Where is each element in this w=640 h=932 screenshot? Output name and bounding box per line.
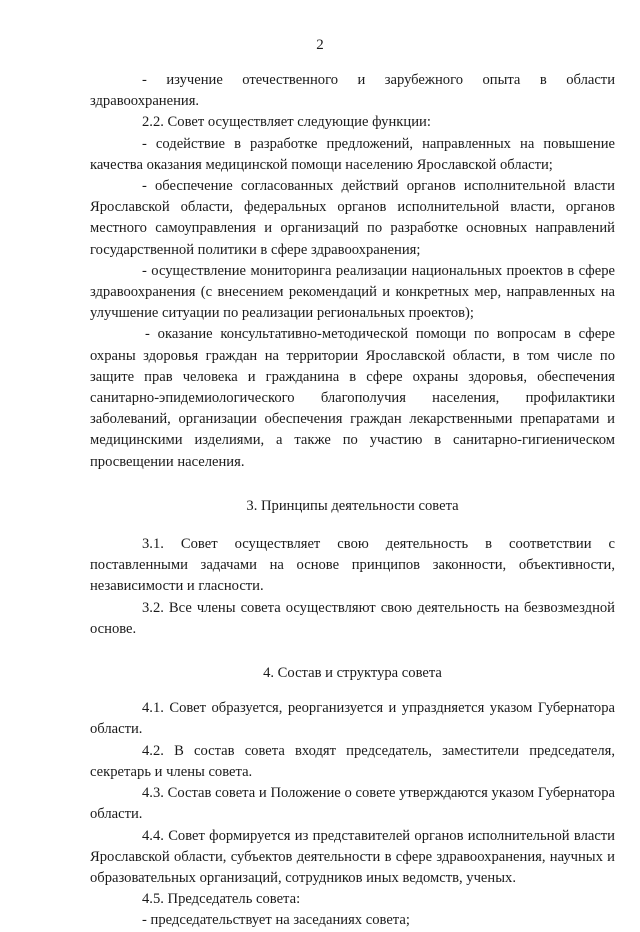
paragraph-4-5: 4.5. Председатель совета: [142,891,301,908]
paragraph-function-proposals: - содействие в разработке предложений, направленных на повышение качества оказания медицинской помощи населению Ярославской области; [90,135,615,173]
spacer [90,473,615,496]
paragraph-4-1: 4.1. Совет образуется, реорганизуется и упраздняется указом Губернатора области. [90,700,615,738]
spacer [90,517,615,534]
section-4-heading: 4. Состав и структура совета [263,665,442,682]
section-3-heading: 3. Принципы деятельности совета [246,497,459,514]
paragraph-chair-presides: - председательствует на заседаниях совета; [142,912,410,929]
document-body [90,70,615,932]
paragraph-4-3: 4.3. Состав совета и Положение о совете утверждаются указом Губернатора области. [90,785,615,823]
page-number: 2 [316,37,324,53]
paragraph-function-coordination: - обеспечение согласованных действий органов исполнительной власти Ярославской области, федеральных органов исполнительной власти, органов местного самоуправления и организаций по разработке основных направлений государственной политики в сфере здравоохранения; [90,178,615,258]
paragraph-3-1: 3.1. Совет осуществляет свою деятельность в соответствии с поставленными задачами на основе принципов законности, объективности, независимости и гласности. [90,536,615,595]
paragraph-2-2: 2.2. Совет осуществляет следующие функции: [142,114,431,131]
paragraph-3-2: 3.2. Все члены совета осуществляют свою деятельность на безвозмездной основе. [90,599,615,637]
paragraph-4-4: 4.4. Совет формируется из представителей органов исполнительной власти Ярославской области, субъектов деятельности в сфере здравоохранения, научных и образовательных организаций, сотрудников иных ведомств, ученых. [90,827,615,886]
spacer [90,684,615,698]
paragraph-function-consulting: - оказание консультативно-методической помощи по вопросам в сфере охраны здоровья граждан на территории Ярославской области, в том числе по защите прав человека и гражданина в сфере охраны здоровья, обеспечения санитарно-эпидемиологического благополучия населения, профилактики заболеваний, организации обеспечения граждан лекарственными препаратами и медицинскими изделиями, а также по участию в санитарно-гигиеническом просвещении населения. [90,326,615,470]
paragraph-experience-study: - изучение отечественного и зарубежного опыта в области здравоохранения. [90,72,615,110]
paragraph-function-monitoring: - осуществление мониторинга реализации национальных проектов в сфере здравоохранения (с внесением рекомендаций и конкретных мер, направленных на улучшение ситуации по реализации региональных проектов); [90,262,615,322]
paragraph-4-2: 4.2. В состав совета входят председатель, заместители председателя, секретарь и члены совета. [90,742,615,780]
spacer [90,640,615,663]
